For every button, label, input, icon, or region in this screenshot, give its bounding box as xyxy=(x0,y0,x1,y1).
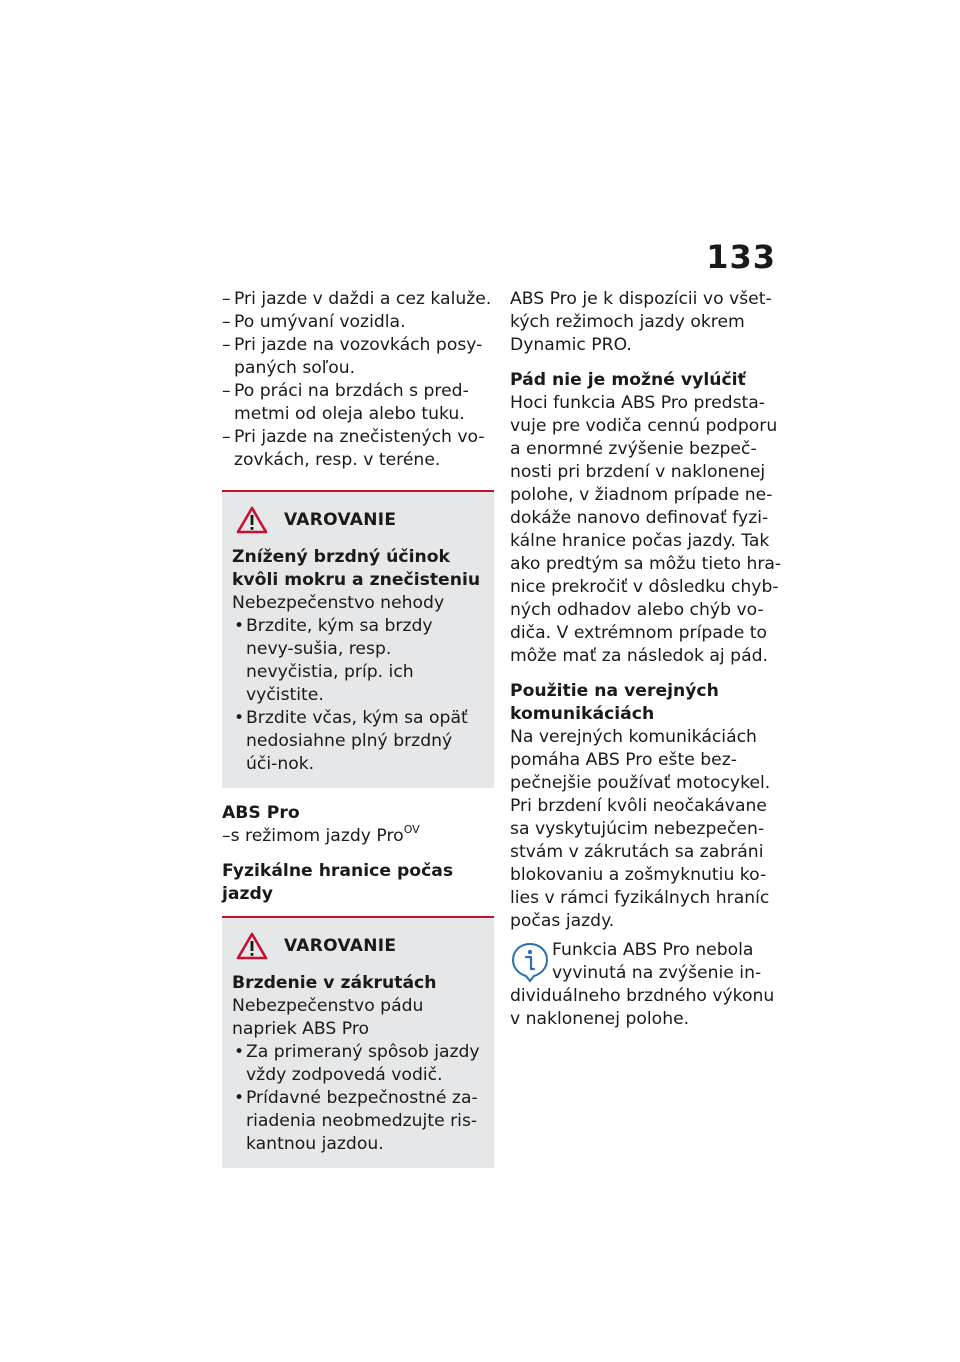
list-item xyxy=(232,615,484,707)
abs-mode-text: s režimom jazdy Pro xyxy=(230,826,404,846)
dash-marker: – xyxy=(222,381,231,401)
list-item xyxy=(232,1087,484,1156)
list-item-text: Za primeraný spôsob jazdy vždy zodpovedá vodič. xyxy=(246,1042,480,1085)
bullet-marker: • xyxy=(234,708,245,728)
warning-subtitle: Nebezpečenstvo pádu napriek ABS Pro xyxy=(232,996,424,1039)
section-title-abs-pro: ABS Pro xyxy=(222,803,300,823)
list-item-text: Prídavné bezpečnostné za-riadenia neobmedzujte ris-kantnou jazdou. xyxy=(246,1088,478,1154)
list-item-text: Brzdite včas, kým sa opäť nedosiahne plný brzdný úči-nok. xyxy=(246,708,468,774)
dash-marker: – xyxy=(222,335,231,355)
warning-triangle-icon xyxy=(236,932,268,960)
section-title-public-roads: Použitie na verejných komunikáciách xyxy=(510,681,719,724)
warning-bullets xyxy=(232,1041,484,1156)
warning-header xyxy=(232,506,484,534)
dash-marker: – xyxy=(222,312,231,332)
warning-title: VAROVANIE xyxy=(284,935,397,956)
left-column xyxy=(222,288,494,1168)
warning-box-wet-brakes xyxy=(222,490,494,788)
right-column xyxy=(510,288,782,1031)
warning-header xyxy=(232,932,484,960)
public-roads-paragraph: Na verejných komunikáciách pomáha ABS Pro ešte bez-pečnejšie používať motocykel. Pri brzdení kvôli neočakávane sa vyskytujúcim nebezpečen-stvám v zákrutách sa zabráni blokovaniu a zošmyknutiu ko-lies v rámci fyzikálnych hraníc počas jazdy. xyxy=(510,727,771,931)
list-item-text: Pri jazde na znečistených vo-zovkách, resp. v teréne. xyxy=(234,427,485,470)
bullet-marker: • xyxy=(234,1088,245,1108)
list-item-text: Brzdite, kým sa brzdy nevy-sušia, resp. nevyčistia, príp. ich vyčistite. xyxy=(246,616,433,705)
dash-marker: – xyxy=(222,289,231,309)
info-icon xyxy=(510,941,550,983)
warning-title: VAROVANIE xyxy=(284,509,397,530)
bullet-marker: • xyxy=(234,1042,245,1062)
list-item xyxy=(232,707,484,776)
fall-paragraph: Hoci funkcia ABS Pro predsta-vuje pre vodiča cennú podporu a enormné zvýšenie bezpeč-nosti pri brzdení v naklonenej polohe, v žiadnom prípade ne-dokáže nanovo definovať fyzi-kálne hranice počas jazdy. Tak ako predtým sa môžu tieto hra-nice prekročiť v dôsledku chyb-ných odhadov alebo chýb vo-diča. V extrémnom prípade to môže mať za následok aj pád. xyxy=(510,393,782,666)
list-item xyxy=(222,380,494,426)
list-item-text: Po umývaní vozidla. xyxy=(234,312,406,332)
warning-bullets xyxy=(232,615,484,776)
warning-heading: Brzdenie v zákrutách xyxy=(232,973,437,993)
info-note-text: Funkcia ABS Pro nebola vyvinutá na zvýšenie in-dividuálneho brzdného výkonu v naklonenej polohe. xyxy=(510,940,775,1029)
section-title-physical-limits: Fyzikálne hranice počas jazdy xyxy=(222,861,454,904)
list-item xyxy=(222,334,494,380)
list-item xyxy=(232,1041,484,1087)
conditions-list xyxy=(222,288,494,472)
mode-superscript: OV xyxy=(403,823,420,836)
warning-subtitle: Nebezpečenstvo nehody xyxy=(232,593,445,613)
abs-mode-line xyxy=(222,825,494,848)
bullet-marker: • xyxy=(234,616,245,636)
warning-triangle-icon xyxy=(236,506,268,534)
dash-marker: – xyxy=(222,826,231,846)
list-item xyxy=(222,288,494,311)
list-item-text: Po práci na brzdách s pred-metmi od oleja alebo tuku. xyxy=(234,381,469,424)
list-item-text: Pri jazde v daždi a cez kaluže. xyxy=(234,289,492,309)
warning-heading: Znížený brzdný účinok kvôli mokru a znečisteniu xyxy=(232,547,481,590)
section-title-fall: Pád nie je možné vylúčiť xyxy=(510,370,746,390)
list-item-text: Pri jazde na vozovkách posy-paných soľou. xyxy=(234,335,483,378)
list-item xyxy=(222,311,494,334)
warning-box-cornering xyxy=(222,916,494,1168)
intro-paragraph: ABS Pro je k dispozícii vo všet-kých režimoch jazdy okrem Dynamic PRO. xyxy=(510,289,772,355)
list-item xyxy=(222,426,494,472)
info-note xyxy=(510,939,782,1031)
dash-marker: – xyxy=(222,427,231,447)
page-number: 133 xyxy=(706,238,776,276)
